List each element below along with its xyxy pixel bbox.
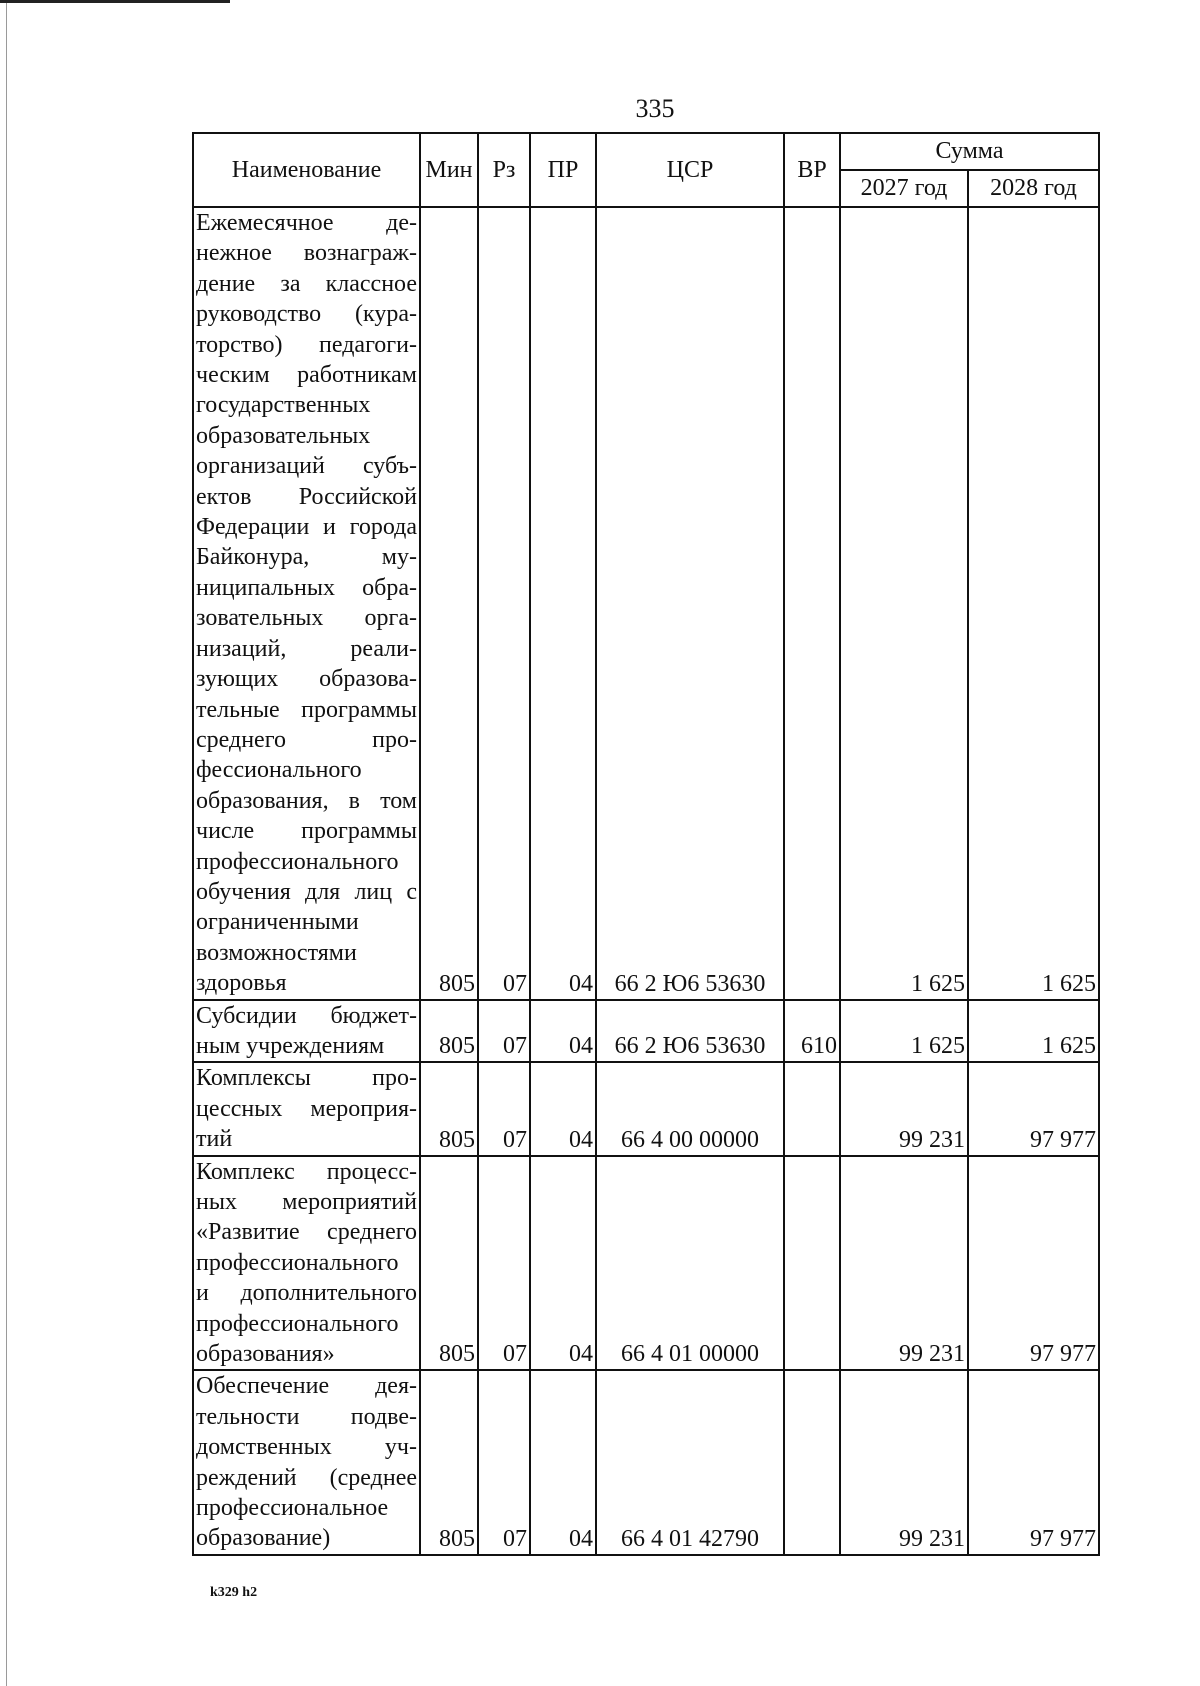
row-name: Обеспечение деятельности подведомственных учреждений (среднее профессиональное образование) xyxy=(193,1370,420,1554)
row-pr: 04 xyxy=(530,1062,596,1155)
page-number: 335 xyxy=(635,94,675,123)
table-header xyxy=(193,133,1099,207)
row-csr: 66 4 01 42790 xyxy=(596,1370,784,1554)
row-sum-2027: 1 625 xyxy=(840,1000,968,1063)
row-pr: 04 xyxy=(530,1000,596,1063)
scan-top-line xyxy=(0,0,230,3)
header-vr: ВР xyxy=(784,133,840,207)
row-csr: 66 2 Ю6 53630 xyxy=(596,1000,784,1063)
row-rz: 07 xyxy=(478,207,530,1000)
table-row xyxy=(193,207,1099,1000)
row-vr: 610 xyxy=(784,1000,840,1063)
row-sum-2027: 99 231 xyxy=(840,1062,968,1155)
row-sum-2028: 1 625 xyxy=(968,1000,1099,1063)
row-sum-2028: 97 977 xyxy=(968,1156,1099,1371)
row-min: 805 xyxy=(420,1062,478,1155)
header-name: Наименование xyxy=(193,133,420,207)
header-year-2027: 2027 год xyxy=(840,170,968,207)
row-rz: 07 xyxy=(478,1370,530,1554)
row-min: 805 xyxy=(420,1156,478,1371)
table-row xyxy=(193,1000,1099,1063)
scan-edge-line xyxy=(6,0,7,1686)
table-row xyxy=(193,1370,1099,1554)
document-code: k329 h2 xyxy=(210,1585,258,1600)
row-sum-2027: 99 231 xyxy=(840,1156,968,1371)
row-sum-2027: 99 231 xyxy=(840,1370,968,1554)
row-rz: 07 xyxy=(478,1000,530,1063)
row-min: 805 xyxy=(420,1370,478,1554)
row-csr: 66 2 Ю6 53630 xyxy=(596,207,784,1000)
row-rz: 07 xyxy=(478,1156,530,1371)
row-min: 805 xyxy=(420,1000,478,1063)
row-csr: 66 4 00 00000 xyxy=(596,1062,784,1155)
row-name: Комплекс процессных мероприятий «Развитие среднего профессионального и дополнительного профессионального образования» xyxy=(193,1156,420,1371)
header-sum: Сумма xyxy=(840,133,1099,170)
table-row xyxy=(193,1062,1099,1155)
row-sum-2027: 1 625 xyxy=(840,207,968,1000)
row-vr xyxy=(784,1062,840,1155)
row-sum-2028: 97 977 xyxy=(968,1370,1099,1554)
row-csr: 66 4 01 00000 xyxy=(596,1156,784,1371)
header-csr: ЦСР xyxy=(596,133,784,207)
budget-table xyxy=(192,132,1100,1556)
row-vr xyxy=(784,207,840,1000)
row-vr xyxy=(784,1370,840,1554)
row-vr xyxy=(784,1156,840,1371)
row-pr: 04 xyxy=(530,1370,596,1554)
row-name: Субсидии бюджетным учреждениям xyxy=(193,1000,420,1063)
header-min: Мин xyxy=(420,133,478,207)
row-min: 805 xyxy=(420,207,478,1000)
table-row xyxy=(193,1156,1099,1371)
row-name: Комплексы процессных мероприятий xyxy=(193,1062,420,1155)
row-pr: 04 xyxy=(530,207,596,1000)
row-sum-2028: 1 625 xyxy=(968,207,1099,1000)
row-sum-2028: 97 977 xyxy=(968,1062,1099,1155)
header-rz: Рз xyxy=(478,133,530,207)
row-rz: 07 xyxy=(478,1062,530,1155)
row-pr: 04 xyxy=(530,1156,596,1371)
header-year-2028: 2028 год xyxy=(968,170,1099,207)
row-name: Ежемесячное денежное вознаграждение за классное руководство (кураторство) педагогическим работникам государственных образовательных организаций субъектов Российской Федерации и города Байконура, муниципальных образовательных организаций, реализующих образовательные программы среднего профессионального образования, в том числе программы профессионального обучения для лиц с ограниченными возможностями здоровья xyxy=(193,207,420,1000)
header-pr: ПР xyxy=(530,133,596,207)
